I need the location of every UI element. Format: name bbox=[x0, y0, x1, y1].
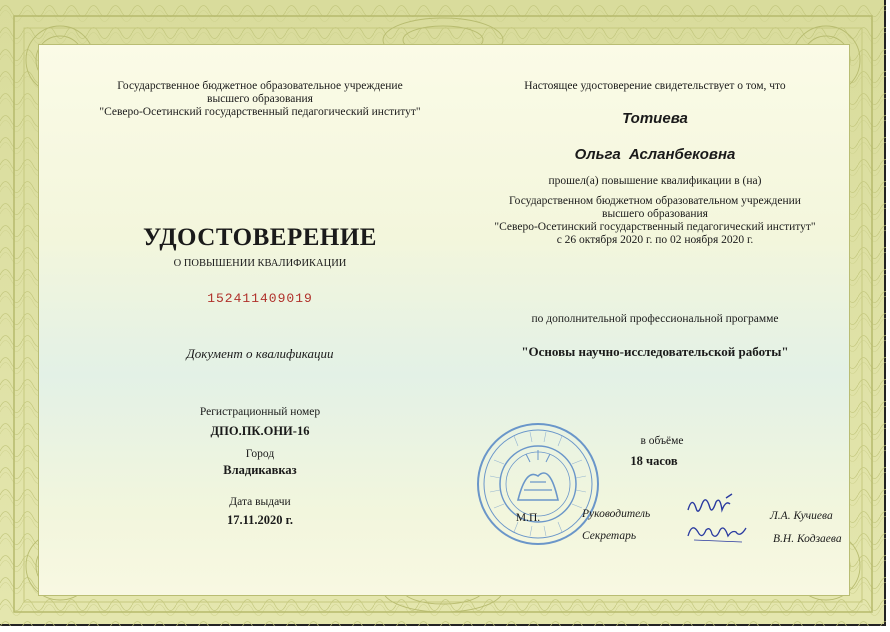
issuer-line-1: Государственное бюджетное образовательное учреждение bbox=[117, 80, 403, 92]
program-label: по дополнительной профессиональной программе bbox=[531, 313, 779, 325]
organization-line-1: Государственном бюджетном образовательном учреждении bbox=[509, 195, 801, 207]
document-subtitle: О ПОВЫШЕНИИ КВАЛИФИКАЦИИ bbox=[173, 258, 347, 269]
stamp-placeholder-mp: М.П. bbox=[515, 512, 541, 524]
registration-label: Регистрационный номер bbox=[199, 406, 321, 418]
secretary-label: Секретарь bbox=[582, 530, 637, 542]
issuer-line-2: высшего образования bbox=[207, 93, 313, 105]
city-label: Город bbox=[245, 448, 275, 460]
course-period: с 26 октября 2020 г. по 02 ноября 2020 г. bbox=[556, 234, 754, 246]
registration-number: ДПО.ПК.ОНИ-16 bbox=[210, 424, 310, 438]
intro-text: Настоящее удостоверение свидетельствует о том, что bbox=[524, 80, 786, 92]
city-value: Владикавказ bbox=[223, 463, 297, 477]
program-title: "Основы научно-исследовательской работы" bbox=[521, 344, 789, 359]
issue-date-label: Дата выдачи bbox=[229, 496, 291, 508]
document-title: УДОСТОВЕРЕНИЕ bbox=[143, 224, 377, 251]
recipient-surname: Тотиева bbox=[622, 110, 688, 127]
issuer-line-3: "Северо-Осетинский государственный педагогический институт" bbox=[99, 106, 421, 118]
serial-number: 152411409019 bbox=[207, 291, 313, 306]
secretary-name: В.Н. Кодзаева bbox=[773, 533, 842, 545]
passed-text: прошел(а) повышение квалификации в (на) bbox=[548, 175, 762, 187]
organization-line-3: "Северо-Осетинский государственный педагогический институт" bbox=[494, 221, 816, 233]
volume-value: 18 часов bbox=[630, 454, 678, 468]
organization-line-2: высшего образования bbox=[602, 208, 708, 220]
secretary-signature-icon bbox=[684, 518, 754, 548]
issue-date-value: 17.11.2020 г. bbox=[226, 513, 294, 527]
volume-label: в объёме bbox=[640, 435, 684, 447]
head-label: Руководитель bbox=[582, 508, 651, 520]
official-seal-icon bbox=[474, 420, 602, 548]
head-name: Л.А. Кучиева bbox=[770, 510, 833, 522]
document-type: Документ о квалификации bbox=[186, 346, 334, 361]
recipient-name: Ольга Асланбековна bbox=[574, 146, 736, 163]
